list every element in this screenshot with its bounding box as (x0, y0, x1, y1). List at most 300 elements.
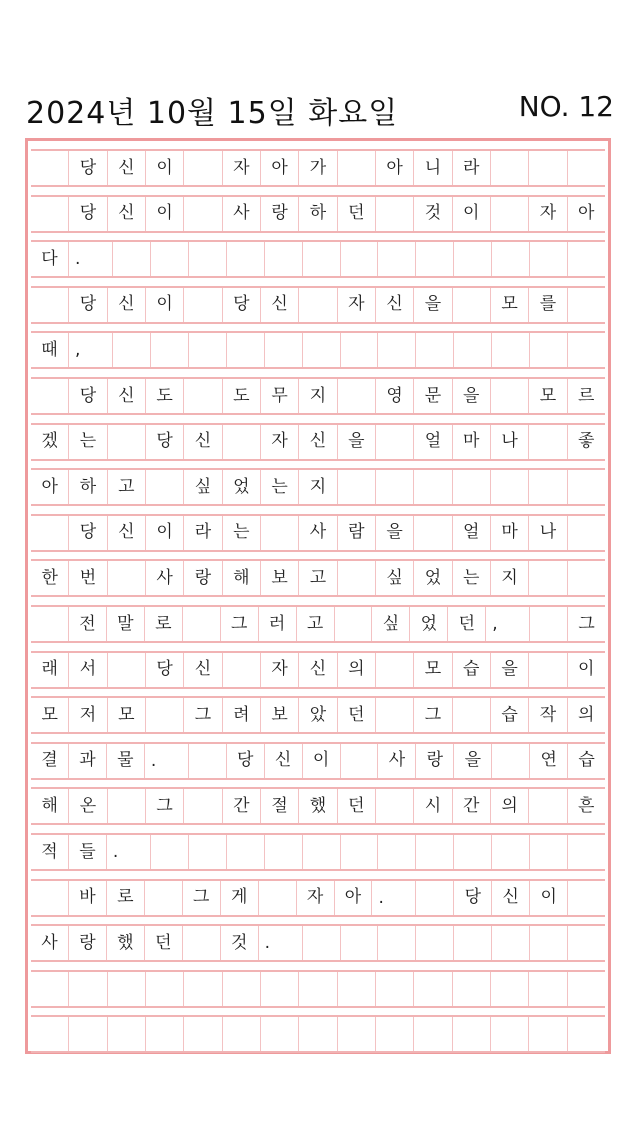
manuscript-cell: 하 (298, 197, 336, 231)
manuscript-cell (264, 242, 302, 276)
manuscript-cell (567, 835, 605, 869)
manuscript-cell: 신 (107, 516, 145, 550)
manuscript-cell: 그 (145, 789, 183, 823)
manuscript-cell: 그 (183, 698, 221, 732)
manuscript-cell (31, 607, 68, 641)
manuscript-row (31, 468, 605, 506)
manuscript-cell (528, 151, 566, 185)
manuscript-cell: 었 (409, 607, 447, 641)
date-heading: 2024년 10월 15일 화요일 (26, 96, 399, 131)
manuscript-cell (528, 1017, 566, 1051)
manuscript-cell (529, 242, 567, 276)
manuscript-cell (490, 470, 528, 504)
manuscript-cell: 로 (144, 607, 182, 641)
manuscript-cell (107, 1017, 145, 1051)
manuscript-cell (298, 288, 336, 322)
manuscript-cell: 자 (260, 653, 298, 687)
manuscript-cell (452, 1017, 490, 1051)
manuscript-cell: 간 (452, 789, 490, 823)
manuscript-cell (415, 333, 453, 367)
manuscript-cell (453, 242, 491, 276)
manuscript-cell (413, 470, 451, 504)
manuscript-row (31, 924, 605, 962)
manuscript-row (31, 423, 605, 461)
manuscript-cell: 마 (490, 516, 528, 550)
manuscript-cell: 전 (68, 607, 106, 641)
manuscript-row (31, 149, 605, 187)
manuscript-cell: 싶 (183, 470, 221, 504)
manuscript-cell: 자 (260, 425, 298, 459)
manuscript-cell (31, 972, 68, 1006)
manuscript-cell (337, 1017, 375, 1051)
manuscript-cell: 과 (68, 744, 106, 778)
manuscript-cell: 이 (452, 197, 490, 231)
manuscript-cell: 하 (68, 470, 106, 504)
page-number: NO. 12 (518, 90, 614, 123)
manuscript-cell (264, 333, 302, 367)
manuscript-row (31, 195, 605, 233)
manuscript-cell: 모 (528, 379, 566, 413)
manuscript-row (31, 1015, 605, 1053)
manuscript-cell: . (371, 881, 415, 915)
manuscript-cell (188, 333, 226, 367)
manuscript-cell (222, 1017, 260, 1051)
manuscript-cell (145, 972, 183, 1006)
manuscript-cell (264, 835, 302, 869)
manuscript-cell (183, 1017, 221, 1051)
manuscript-cell (31, 197, 68, 231)
manuscript-cell (183, 972, 221, 1006)
manuscript-cell: 는 (222, 516, 260, 550)
manuscript-row (31, 331, 605, 369)
manuscript-cell (107, 789, 145, 823)
manuscript-cell: 랑 (260, 197, 298, 231)
manuscript-cell (334, 607, 372, 641)
manuscript-cell (567, 516, 605, 550)
manuscript-cell (183, 288, 221, 322)
manuscript-cell: 나 (528, 516, 566, 550)
manuscript-cell: 던 (144, 926, 182, 960)
manuscript-cell (567, 881, 605, 915)
manuscript-cell: 의 (490, 789, 528, 823)
manuscript-cell: 랑 (68, 926, 106, 960)
manuscript-cell: . (68, 242, 112, 276)
manuscript-cell: 습 (567, 744, 605, 778)
manuscript-cell (188, 242, 226, 276)
manuscript-cell: 모 (490, 288, 528, 322)
manuscript-cell (528, 972, 566, 1006)
manuscript-cell (452, 288, 490, 322)
manuscript-cell (226, 333, 264, 367)
manuscript-cell: 신 (107, 197, 145, 231)
manuscript-cell: . (106, 835, 150, 869)
manuscript-cell (413, 972, 451, 1006)
manuscript-cell: 로 (106, 881, 144, 915)
manuscript-cell (302, 242, 340, 276)
manuscript-cell (260, 516, 298, 550)
manuscript-cell (490, 151, 528, 185)
manuscript-cell (491, 744, 529, 778)
manuscript-cell: 지 (490, 561, 528, 595)
manuscript-cell: 신 (298, 425, 336, 459)
manuscript-row (31, 651, 605, 689)
manuscript-cell: 아 (334, 881, 372, 915)
manuscript-cell (340, 333, 378, 367)
manuscript-cell (377, 835, 415, 869)
manuscript-cell (452, 470, 490, 504)
manuscript-cell: 람 (337, 516, 375, 550)
manuscript-cell: 것 (220, 926, 258, 960)
manuscript-cell (340, 744, 378, 778)
manuscript-cell (377, 926, 415, 960)
manuscript-cell (258, 881, 296, 915)
manuscript-cell (528, 653, 566, 687)
manuscript-row (31, 696, 605, 734)
manuscript-cell: 래 (41, 659, 58, 680)
manuscript-cell: 던 (337, 789, 375, 823)
manuscript-cell (31, 516, 68, 550)
manuscript-cell (31, 151, 68, 185)
manuscript-cell: 을 (453, 744, 491, 778)
manuscript-cell (150, 835, 188, 869)
manuscript-cell: 라 (452, 151, 490, 185)
manuscript-cell (415, 881, 453, 915)
manuscript-cell (491, 242, 529, 276)
manuscript-cell: 게 (220, 881, 258, 915)
manuscript-cell: 때 (41, 339, 58, 360)
manuscript-cell: 아 (41, 476, 58, 497)
manuscript-row (31, 833, 605, 871)
manuscript-cell: 자 (528, 197, 566, 231)
manuscript-cell: 도 (222, 379, 260, 413)
manuscript-cell (31, 881, 68, 915)
manuscript-cell (340, 835, 378, 869)
manuscript-cell: 이 (529, 881, 567, 915)
manuscript-cell: 아 (567, 197, 605, 231)
manuscript-cell: 랑 (415, 744, 453, 778)
manuscript-cell: 아 (260, 151, 298, 185)
manuscript-cell: 당 (68, 379, 106, 413)
manuscript-cell: 모 (41, 704, 58, 725)
manuscript-cell (415, 926, 453, 960)
manuscript-cell (415, 835, 453, 869)
manuscript-cell (337, 470, 375, 504)
manuscript-cell: 연 (529, 744, 567, 778)
manuscript-cell (567, 972, 605, 1006)
manuscript-cell: 사 (298, 516, 336, 550)
manuscript-cell: 이 (145, 288, 183, 322)
manuscript-cell: 당 (145, 425, 183, 459)
manuscript-cell (302, 333, 340, 367)
manuscript-cell (226, 242, 264, 276)
manuscript-cell (222, 425, 260, 459)
manuscript-cell (375, 1017, 413, 1051)
manuscript-cell: 결 (41, 750, 58, 771)
manuscript-cell: 온 (68, 789, 106, 823)
manuscript-cell: , (485, 607, 529, 641)
manuscript-cell (415, 242, 453, 276)
manuscript-cell: 을 (490, 653, 528, 687)
manuscript-cell: 들 (68, 835, 106, 869)
manuscript-cell: 당 (68, 151, 106, 185)
manuscript-cell (529, 333, 567, 367)
manuscript-cell: 신 (260, 288, 298, 322)
manuscript-cell: 적 (41, 841, 58, 862)
manuscript-cell: 아 (375, 151, 413, 185)
manuscript-cell (31, 288, 68, 322)
manuscript-cell (375, 197, 413, 231)
manuscript-row (31, 742, 605, 780)
manuscript-cell: 보 (260, 561, 298, 595)
manuscript-cell: 을 (452, 379, 490, 413)
manuscript-row (31, 605, 605, 643)
manuscript-cell (150, 242, 188, 276)
manuscript-cell: 신 (264, 744, 302, 778)
manuscript-cell (375, 789, 413, 823)
manuscript-cell: 당 (68, 516, 106, 550)
manuscript-cell: 지 (298, 379, 336, 413)
manuscript-cell: 해 (222, 561, 260, 595)
manuscript-cell: 라 (183, 516, 221, 550)
manuscript-cell (567, 151, 605, 185)
manuscript-cell: 얼 (413, 425, 451, 459)
manuscript-cell: 사 (222, 197, 260, 231)
manuscript-cell (413, 516, 451, 550)
manuscript-cell (182, 607, 220, 641)
manuscript-cell (453, 835, 491, 869)
manuscript-cell (375, 972, 413, 1006)
manuscript-cell (31, 1017, 68, 1051)
manuscript-cell: 당 (68, 288, 106, 322)
manuscript-cell: 습 (452, 653, 490, 687)
manuscript-cell (529, 835, 567, 869)
manuscript-cell (377, 333, 415, 367)
manuscript-cell (375, 425, 413, 459)
manuscript-cell (452, 972, 490, 1006)
manuscript-cell (337, 972, 375, 1006)
manuscript-cell: 었 (413, 561, 451, 595)
manuscript-cell (298, 972, 336, 1006)
manuscript-cell (145, 698, 183, 732)
manuscript-cell: 도 (145, 379, 183, 413)
manuscript-cell (567, 926, 605, 960)
manuscript-cell: 의 (567, 698, 605, 732)
manuscript-cell (340, 926, 378, 960)
manuscript-cell: 신 (107, 288, 145, 322)
manuscript-cell (453, 333, 491, 367)
manuscript-cell (112, 333, 150, 367)
manuscript-cell (145, 1017, 183, 1051)
manuscript-cell: 물 (106, 744, 144, 778)
manuscript-cell: 말 (106, 607, 144, 641)
manuscript-cell (183, 151, 221, 185)
manuscript-cell (302, 835, 340, 869)
manuscript-cell (107, 425, 145, 459)
manuscript-cell: 신 (183, 653, 221, 687)
manuscript-cell: 겠 (41, 431, 58, 452)
manuscript-cell (567, 333, 605, 367)
manuscript-cell (260, 972, 298, 1006)
manuscript-row (31, 240, 605, 278)
manuscript-cell: 지 (298, 470, 336, 504)
manuscript-cell (337, 379, 375, 413)
manuscript-cell (150, 333, 188, 367)
manuscript-cell: 았 (298, 698, 336, 732)
manuscript-cell (375, 698, 413, 732)
manuscript-cell: 이 (145, 151, 183, 185)
manuscript-cell: 을 (375, 516, 413, 550)
manuscript-cell: 사 (145, 561, 183, 595)
manuscript-cell: 이 (145, 516, 183, 550)
manuscript-cell (567, 1017, 605, 1051)
manuscript-cell (340, 242, 378, 276)
manuscript-cell: 당 (68, 197, 106, 231)
manuscript-cell: 해 (41, 795, 58, 816)
manuscript-cell: 의 (337, 653, 375, 687)
manuscript-cell: 이 (567, 653, 605, 687)
manuscript-cell: 번 (68, 561, 106, 595)
manuscript-cell: 신 (298, 653, 336, 687)
manuscript-cell (107, 653, 145, 687)
manuscript-cell (452, 698, 490, 732)
manuscript-cell: 무 (260, 379, 298, 413)
manuscript-cell: 를 (528, 288, 566, 322)
manuscript-cell: 는 (452, 561, 490, 595)
manuscript-cell: 이 (145, 197, 183, 231)
manuscript-cell (337, 561, 375, 595)
manuscript-cell: 한 (41, 567, 58, 588)
manuscript-cell: 을 (337, 425, 375, 459)
manuscript-cell: 는 (68, 425, 106, 459)
manuscript-cell: 당 (222, 288, 260, 322)
manuscript-cell (68, 1017, 106, 1051)
manuscript-cell: 려 (222, 698, 260, 732)
manuscript-cell: 당 (453, 881, 491, 915)
manuscript-cell: . (144, 744, 188, 778)
manuscript-cell (528, 425, 566, 459)
manuscript-sheet (25, 138, 611, 1054)
manuscript-cell: 랑 (183, 561, 221, 595)
manuscript-cell: 했 (106, 926, 144, 960)
manuscript-cell: 던 (447, 607, 485, 641)
manuscript-cell: 싶 (375, 561, 413, 595)
manuscript-cell: 저 (68, 698, 106, 732)
manuscript-cell: 서 (68, 653, 106, 687)
manuscript-cell: 마 (452, 425, 490, 459)
manuscript-cell (529, 926, 567, 960)
manuscript-cell (375, 470, 413, 504)
manuscript-cell: 그 (220, 607, 258, 641)
manuscript-cell (112, 242, 150, 276)
manuscript-row (31, 377, 605, 415)
manuscript-cell (567, 470, 605, 504)
manuscript-cell: 고 (296, 607, 334, 641)
manuscript-row (31, 514, 605, 552)
manuscript-cell: 모 (413, 653, 451, 687)
manuscript-cell: 당 (145, 653, 183, 687)
manuscript-cell (491, 835, 529, 869)
manuscript-cell (107, 561, 145, 595)
manuscript-cell (183, 789, 221, 823)
manuscript-cell (222, 653, 260, 687)
manuscript-cell: 작 (528, 698, 566, 732)
manuscript-cell (302, 926, 340, 960)
manuscript-cell (491, 333, 529, 367)
manuscript-cell: 다 (41, 248, 58, 269)
manuscript-cell: 간 (222, 789, 260, 823)
manuscript-cell: 을 (413, 288, 451, 322)
manuscript-cell: 신 (491, 881, 529, 915)
manuscript-cell: 영 (375, 379, 413, 413)
manuscript-cell (528, 561, 566, 595)
manuscript-cell (529, 607, 567, 641)
manuscript-cell: . (258, 926, 302, 960)
manuscript-cell: 이 (302, 744, 340, 778)
manuscript-cell: 자 (222, 151, 260, 185)
manuscript-cell: 절 (260, 789, 298, 823)
manuscript-cell (567, 242, 605, 276)
manuscript-cell (337, 151, 375, 185)
manuscript-row (31, 970, 605, 1008)
manuscript-cell (298, 1017, 336, 1051)
manuscript-cell: 문 (413, 379, 451, 413)
manuscript-cell (453, 926, 491, 960)
manuscript-cell: 고 (298, 561, 336, 595)
manuscript-cell: 는 (260, 470, 298, 504)
manuscript-cell (490, 197, 528, 231)
manuscript-cell (68, 972, 106, 1006)
manuscript-row (31, 559, 605, 597)
manuscript-cell: 신 (107, 151, 145, 185)
manuscript-cell: 러 (258, 607, 296, 641)
manuscript-cell: 었 (222, 470, 260, 504)
manuscript-cell: 그 (182, 881, 220, 915)
manuscript-cell (567, 561, 605, 595)
manuscript-cell: 것 (413, 197, 451, 231)
manuscript-cell (182, 926, 220, 960)
manuscript-cell (222, 972, 260, 1006)
manuscript-cell: 싶 (371, 607, 409, 641)
manuscript-row (31, 787, 605, 825)
manuscript-cell (188, 835, 226, 869)
manuscript-cell (188, 744, 226, 778)
manuscript-cell: 모 (107, 698, 145, 732)
manuscript-cell: 그 (413, 698, 451, 732)
manuscript-cell: 그 (567, 607, 605, 641)
manuscript-cell: 던 (337, 197, 375, 231)
manuscript-cell (31, 379, 68, 413)
manuscript-row (31, 879, 605, 917)
manuscript-cell (377, 242, 415, 276)
manuscript-cell: 당 (226, 744, 264, 778)
manuscript-cell (491, 926, 529, 960)
manuscript-cell: 나 (490, 425, 528, 459)
manuscript-cell: 니 (413, 151, 451, 185)
manuscript-cell: 자 (337, 288, 375, 322)
manuscript-cell: 던 (337, 698, 375, 732)
manuscript-cell (413, 1017, 451, 1051)
manuscript-cell: 시 (413, 789, 451, 823)
manuscript-cell: 좋 (567, 425, 605, 459)
manuscript-cell (375, 653, 413, 687)
manuscript-cell (183, 379, 221, 413)
manuscript-cell: 습 (490, 698, 528, 732)
manuscript-cell (107, 972, 145, 1006)
manuscript-cell: 고 (107, 470, 145, 504)
manuscript-cell: 신 (183, 425, 221, 459)
manuscript-cell: 자 (296, 881, 334, 915)
manuscript-cell: 가 (298, 151, 336, 185)
